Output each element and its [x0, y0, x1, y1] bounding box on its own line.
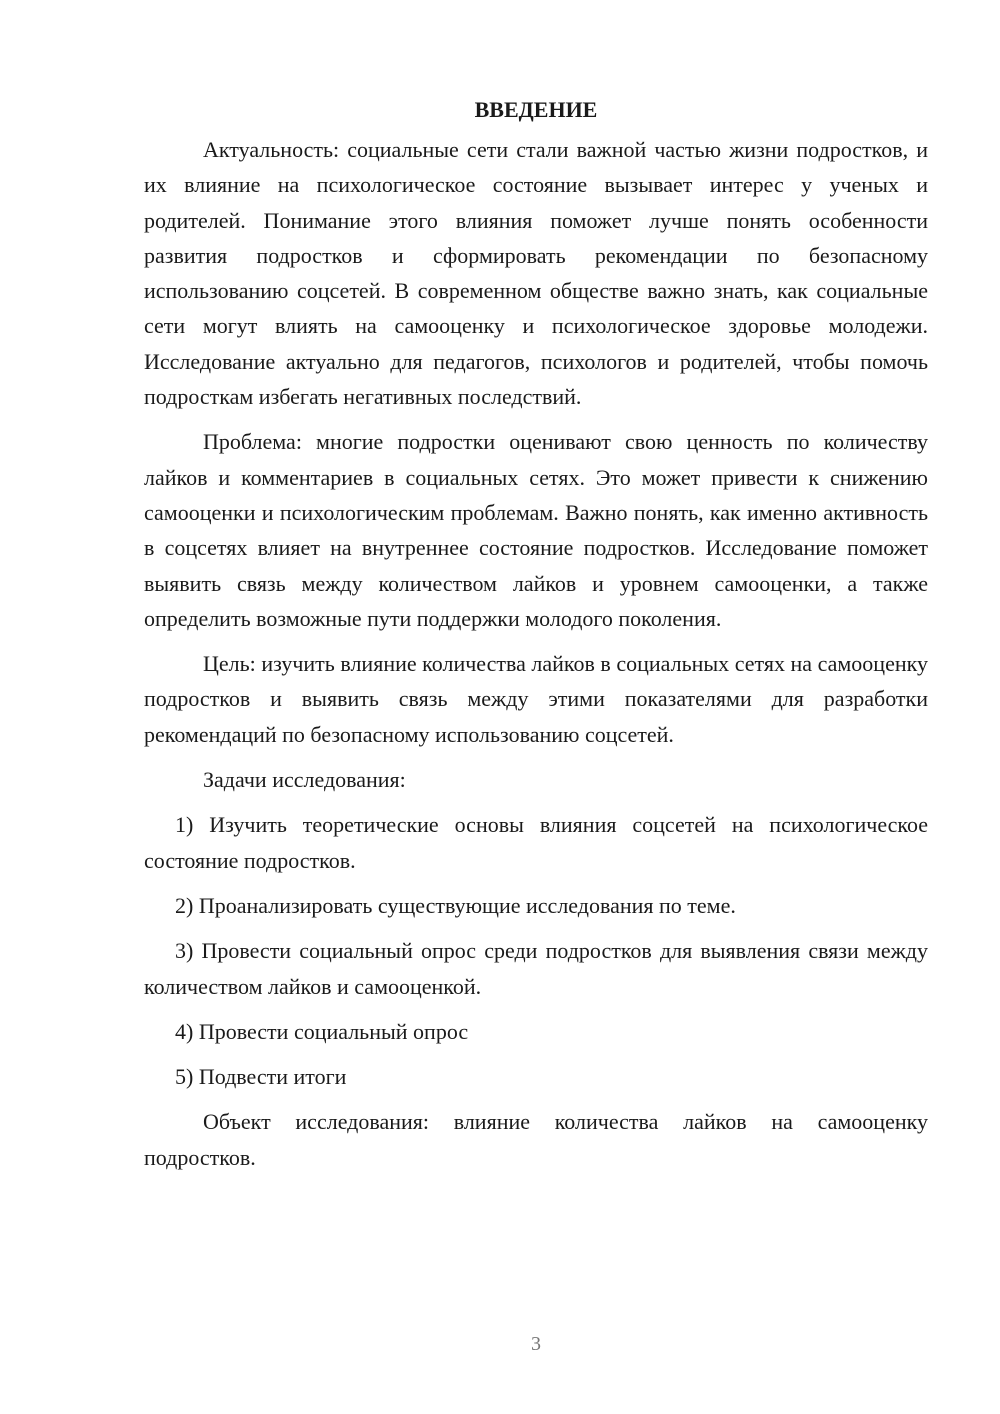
- task-item-2: 2) Проанализировать существующие исследования по теме.: [175, 892, 736, 918]
- task-item-5: 5) Подвести итоги: [175, 1064, 347, 1090]
- task-item-4: 4) Провести социальный опрос: [175, 1018, 469, 1044]
- paragraph-object: Объект исследования: влияние количества лайков на самооценку подростков.: [144, 1109, 928, 1170]
- paragraph-goal: Цель: изучить влияние количества лайков в социальных сетях на самооценку подростков и выявить связь между этими показателями для разработки рекомендаций по безопасному использованию соцсетей.: [144, 651, 928, 747]
- paragraph-tasks-heading: Задачи исследования:: [203, 767, 406, 793]
- document-page: [144, 92, 928, 1175]
- task-item-1: 1) Изучить теоретические основы влияния соцсетей на психологическое состояние подростков.: [144, 812, 928, 873]
- section-title: ВВЕДЕНИЕ: [474, 97, 598, 122]
- task-item-3: 3) Провести социальный опрос среди подростков для выявления связи между количеством лайков и самооценкой.: [144, 938, 928, 999]
- paragraph-problem: Проблема: многие подростки оценивают свою ценность по количеству лайков и комментариев в социальных сетях. Это может привести к снижению самооценки и психологическим проблемам. Важно понять, как именно активность в соцсетях влияет на внутреннее состояние подростков. Исследование поможет выявить связь между количеством лайков и уровнем самооценки, а также определить возможные пути поддержки молодого поколения.: [144, 429, 928, 631]
- page-number: 3: [531, 1333, 541, 1355]
- paragraph-relevance: Актуальность: социальные сети стали важной частью жизни подростков, и их влияние на психологическое состояние вызывает интерес у ученых и родителей. Понимание этого влияния поможет лучше понять особенности развития подростков и сформировать рекомендации по безопасному использованию соцсетей. В современном обществе важно знать, как социальные сети могут влиять на самооценку и психологическое здоровье молодежи. Исследование актуально для педагогов, психологов и родителей, чтобы помочь подросткам избегать негативных последствий.: [144, 137, 928, 410]
